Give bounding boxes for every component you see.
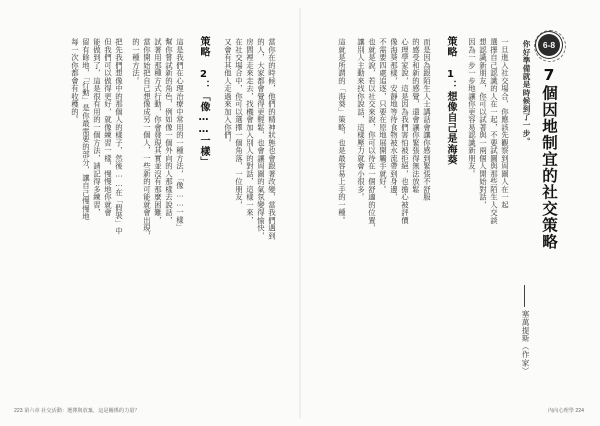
strategy-1-line-4: 像海葵那樣，安靜地等待食物被水流帶到身邊， xyxy=(389,38,399,201)
strategy-2-line-3: 試著用那種方式行動，你會發現其實並沒有那麼困難， xyxy=(153,38,163,224)
strategy-2-line-10: 每一次你都會有收穫的。 xyxy=(70,38,80,124)
strategy-1-line-3: 心理學家說，這是因為我們害怕被拒絕，也擔心被評價 xyxy=(400,38,410,224)
chapter-badge: 6-8 xyxy=(538,34,560,56)
strategy-2-line-7: 但我們可以做得更好，就像練習一樣，慢慢地你就會 xyxy=(103,38,113,217)
book-gutter xyxy=(299,8,301,418)
intro-line-2: 選擇自己認識的人在一起，不要試圖與那些陌生人交談 xyxy=(489,38,499,224)
strategy-2-line-4: 當你開始把自己想像成另一個人，一些新的可能就會出現， xyxy=(142,38,152,240)
strategy-2-line-9: 留有餘地，「行動」是你最需要的部分，讓自己慢慢地 xyxy=(81,38,91,221)
chapter-title: 7個因地制宜的社交策略 xyxy=(540,66,558,250)
left-page xyxy=(0,0,299,426)
intro-line-4: 因為一步一步地讓你更容易認識新朋友。 xyxy=(467,38,477,178)
strategy-2-heading: 策略 2：「像……一樣」 xyxy=(198,36,209,168)
strategy-1-heading: 策略 1：想像自己是海葵 xyxy=(445,36,456,166)
quote-attribution: 塞萬提斯（作家） xyxy=(521,310,530,375)
strategy-1-line-5: 不需要四處追逐，只要在原地展開觸手就好。 xyxy=(378,38,388,193)
strategy-1-line-1: 而是因為跟陌生人士講話會讓你感到緊張不舒服 xyxy=(422,38,432,201)
left-top-line-4: 在社交場合中，你可以選擇一個角落，一位朋友， xyxy=(234,38,244,209)
chapter-subtitle: 你好準備就是時候到了一步。 xyxy=(522,40,531,146)
left-page-footer: 223 第六章 社交活動：選擇與放棄，這是關係的力量？ xyxy=(14,408,140,414)
intro-line-1: 一旦進入社交場合，你應該先觀察到周圍人在一起 xyxy=(500,38,510,209)
strategy-1-line-6: 也就是說，若以社交來說，你可以待在一個舒適的位置， xyxy=(367,38,377,232)
strategy-2-line-1: 這是我們在心理治療中常用的一種方法，「像……一樣」 xyxy=(175,38,185,232)
strategy-1-line-8: 這就是所謂的「海葵」策略，也是最容易上手的一種。 xyxy=(337,38,347,224)
intro-line-3: 想認識新朋友，你可以試著與一兩個人開始對話， xyxy=(478,38,488,209)
left-top-line-1: 當你在的時候，他們的精神狀態也會跟著改變，當我們遇到 xyxy=(267,38,277,240)
right-page xyxy=(301,0,600,426)
strategy-2-line-8: 能做到了，這是很有用的一個方法，請記得多練習， xyxy=(92,38,102,217)
quote-rule xyxy=(524,285,525,307)
strategy-2-line-5: 的一種方法。 xyxy=(131,38,141,85)
left-top-line-5: 又會有其他人走過來加入你們。 xyxy=(223,38,233,147)
strategy-1-line-2: 的感受和新的感覺，還會讓你緊張得無法放鬆 xyxy=(411,38,421,193)
strategy-2-line-2: 幫你嘗試新的角色，例如像一個外向的人那樣去說話， xyxy=(164,38,174,224)
left-top-line-2: 的人，大家都會覺得更輕鬆，也會讓周圍的氣氛變得愉快， xyxy=(256,38,266,240)
strategy-1-line-7: 讓別人主動來找你說話，這樣壓力就會小很多。 xyxy=(356,38,366,201)
right-page-footer: 內向心理學 224 xyxy=(547,408,584,414)
strategy-2-line-6: 把先我們想像中的那個人的樣子，然後……在「假裝」中 xyxy=(114,38,124,235)
left-top-line-3: 房間裡走來走去，找機會加入別人的對話，這樣一來， xyxy=(245,38,255,224)
